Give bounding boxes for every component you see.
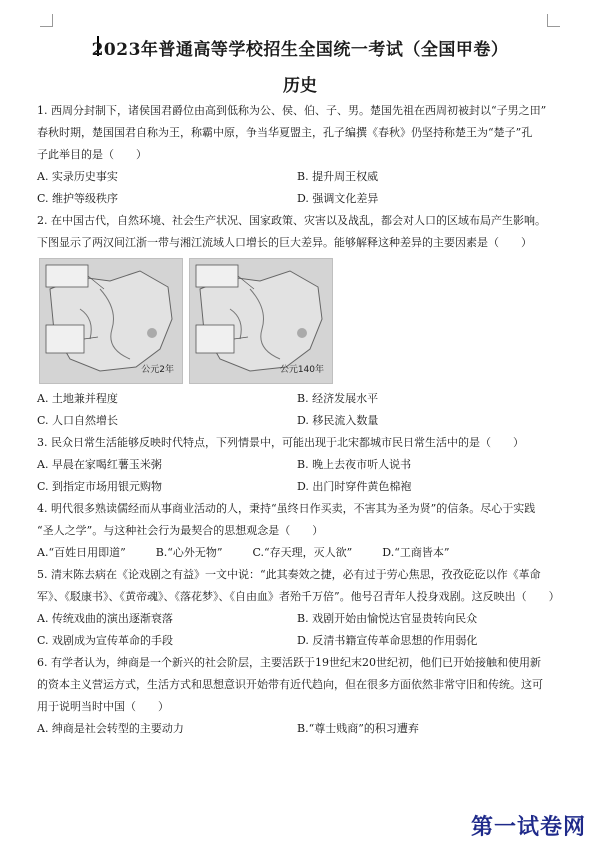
option-d[interactable]: D. 反清书籍宣传革命思想的作用弱化 bbox=[297, 634, 478, 647]
question-text-line: 3. 民众日常生活能够反映时代特点，下列情景中，可能出现于北宋都城市民日常生活中的是（ ） bbox=[37, 436, 524, 449]
question-5 bbox=[37, 564, 565, 652]
question-3 bbox=[37, 432, 565, 498]
question-text-line: 6. 有学者认为，绅商是一个新兴的社会阶层，主要活跃于19世纪末20世纪初，他们已开始接触和使用新 bbox=[37, 656, 541, 669]
option-d[interactable]: D. 强调文化差异 bbox=[297, 192, 379, 205]
option-c[interactable]: C. 维护等级秩序 bbox=[37, 192, 119, 205]
question-text-line: 5. 清末陈去病在《论戏剧之有益》一文中说：“此其奏效之捷，必有过于劳心焦思，孜孜矻矻以作《革命 bbox=[37, 568, 541, 581]
question-4 bbox=[37, 498, 565, 564]
map-image-right bbox=[189, 258, 333, 384]
subject-heading: 历史 bbox=[283, 76, 317, 96]
map-caption-right: 公元140年 bbox=[279, 365, 324, 375]
question-text-line: 的资本主义营运方式，生活方式和思想意识开始带有近代趋向，但在很多方面依然非常守旧和传统。这可 bbox=[37, 678, 543, 691]
question-text-line: 用于说明当时中国（ ） bbox=[37, 700, 169, 713]
question-text-line: 子此举目的是（ ） bbox=[37, 148, 147, 161]
map-image-left bbox=[39, 258, 183, 384]
option-a[interactable]: A. 土地兼并程度 bbox=[37, 392, 118, 405]
option-a[interactable]: A. 实录历史事实 bbox=[37, 170, 118, 183]
question-text-line: 4. 明代很多熟读儒经而从事商业活动的人，秉持“虽终日作买卖，不害其为圣为贤”的信条。尽心于实践 bbox=[37, 502, 536, 515]
option-a[interactable]: A. 绅商是社会转型的主要动力 bbox=[37, 722, 184, 735]
map-caption-left: 公元2年 bbox=[141, 365, 174, 375]
exam-title: 2023年普通高等学校招生全国统一考试（全国甲卷） bbox=[91, 40, 509, 60]
site-watermark-logo: 第一试卷网 bbox=[470, 815, 586, 840]
question-6 bbox=[37, 652, 565, 740]
page-corner-mark-right bbox=[547, 14, 560, 27]
question-text-line: “圣人之学”。与这种社会行为最契合的思想观念是（ ） bbox=[37, 524, 324, 537]
option-d[interactable]: D. 移民流入数量 bbox=[297, 414, 379, 427]
option-a[interactable]: A. 传统戏曲的演出逐渐衰落 bbox=[37, 612, 173, 625]
option-d[interactable]: D. 出门时穿件黄色棉袍 bbox=[297, 480, 412, 493]
question-text-line: 春秋时期，楚国国君自称为王，称霸中原，争当华夏盟主，孔子编撰《春秋》仍坚持称楚王为“楚子”孔 bbox=[37, 126, 533, 139]
option-a[interactable]: A.“百姓日用即道” bbox=[37, 546, 126, 559]
question-text-line: 下图显示了两汉间江浙一带与湘江流域人口增长的巨大差异。能够解释这种差异的主要因素是（ ） bbox=[37, 236, 532, 249]
option-d[interactable]: D.“工商皆本” bbox=[382, 546, 450, 559]
option-a[interactable]: A. 早晨在家喝红薯玉米粥 bbox=[37, 458, 162, 471]
question-list bbox=[37, 100, 565, 740]
option-b[interactable]: B.“心外无物” bbox=[155, 546, 223, 559]
option-b[interactable]: B. 戏剧开始由愉悦达官显贵转向民众 bbox=[297, 612, 478, 625]
question-1 bbox=[37, 100, 565, 210]
question-text-line: 军》、《駁康书》、《黄帝魂》、《落花梦》、《自由血》者殆千万倍”。他号召青年人投身戏剧。这反映出（ ） bbox=[37, 590, 560, 603]
option-b[interactable]: B. 晚上去夜市听人说书 bbox=[297, 458, 412, 471]
question-text-line: 1. 西周分封制下，诸侯国君爵位由高到低称为公、侯、伯、子、男。楚国先祖在西周初被封以“子男之田” bbox=[37, 104, 547, 117]
question-text-line: 2. 在中国古代，自然环境、社会生产状况、国家政策、灾害以及战乱，都会对人口的区域布局产生影响。 bbox=[37, 214, 546, 227]
page-corner-mark-left bbox=[40, 14, 53, 27]
option-c[interactable]: C. 人口自然增长 bbox=[37, 414, 119, 427]
option-c[interactable]: C. 到指定市场用银元购物 bbox=[37, 480, 163, 493]
question-2 bbox=[37, 210, 565, 432]
option-b[interactable]: B. 提升周王权威 bbox=[297, 170, 379, 183]
option-b[interactable]: B. 经济发展水平 bbox=[297, 392, 379, 405]
option-b[interactable]: B.“尊士贱商”的积习遭弃 bbox=[297, 722, 419, 735]
option-c[interactable]: C.“存天理，灭人欲” bbox=[252, 546, 353, 559]
population-maps bbox=[39, 258, 565, 382]
option-c[interactable]: C. 戏剧成为宣传革命的手段 bbox=[37, 634, 174, 647]
